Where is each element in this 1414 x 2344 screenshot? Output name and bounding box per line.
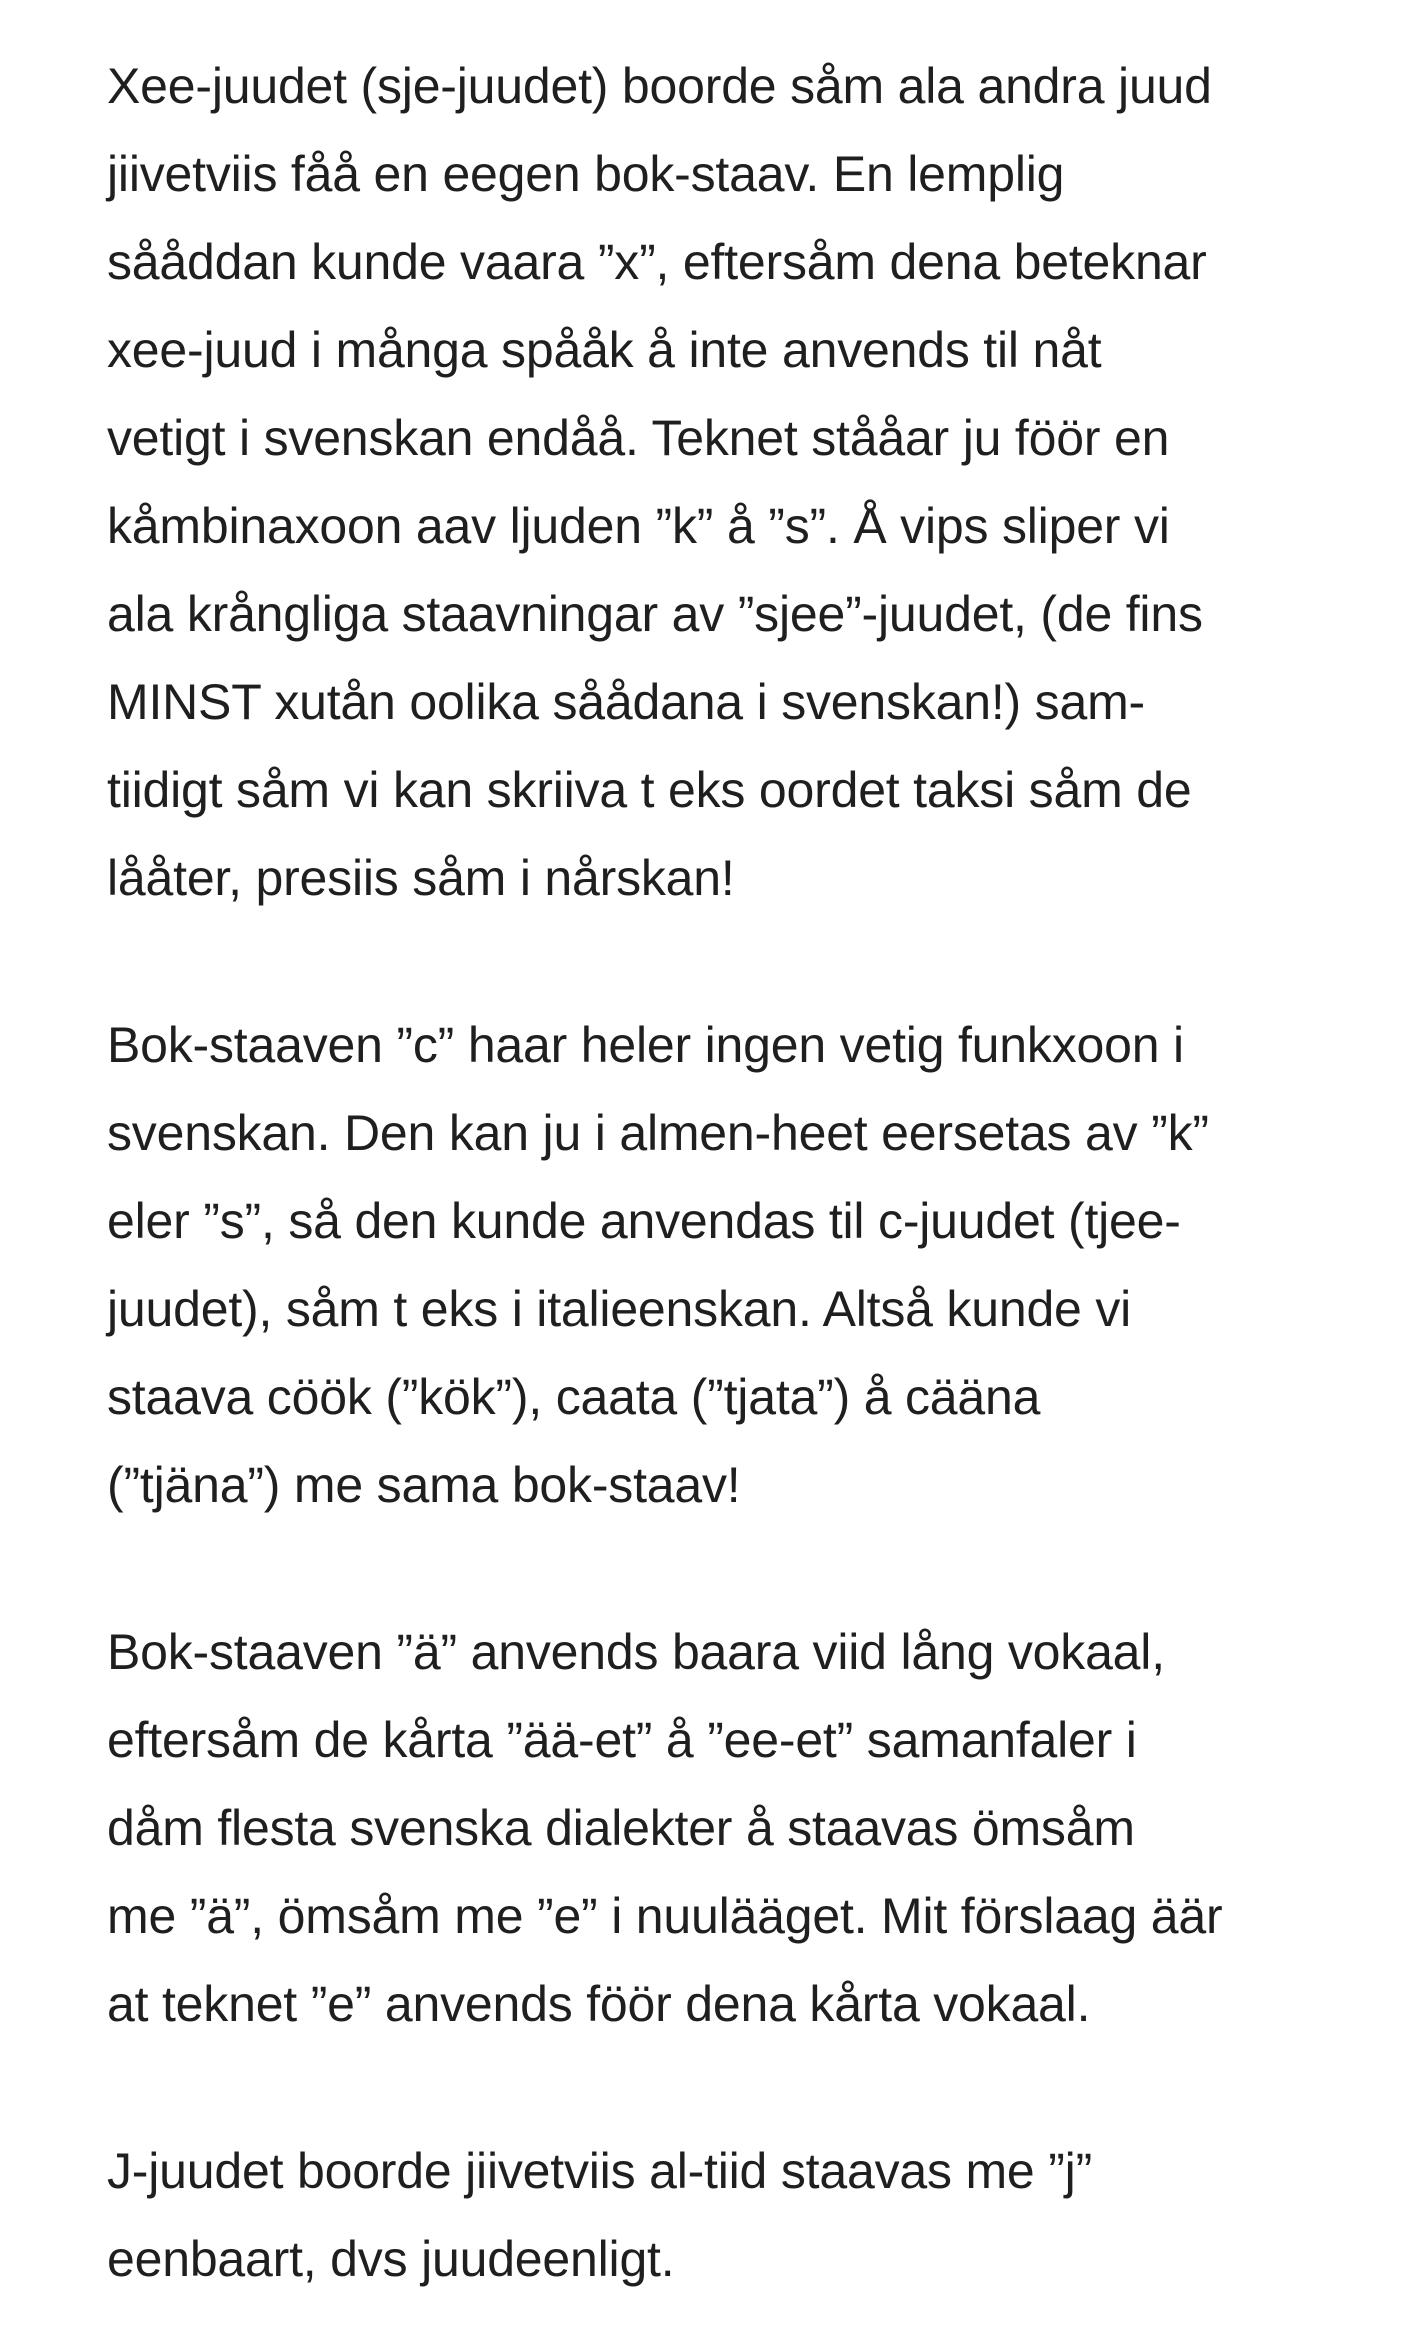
text-line: svenskan. Den kan ju i almen-heet eersetas av ”k” <box>107 1105 1209 1161</box>
text-line: eenbaart, dvs juudeenligt. <box>107 2231 675 2287</box>
text-line: (”tjäna”) me sama bok-staav! <box>107 1457 741 1513</box>
text-line: vetigt i svenskan endåå. Teknet stååar ju föör en <box>107 410 1170 466</box>
paragraph-x-sound <box>107 42 1347 922</box>
text-line: J-juudet boorde jiivetviis al-tiid staavas me ”j” <box>107 2143 1093 2199</box>
text-line: dåm flesta svenska dialekter å staavas ömsåm <box>107 1800 1135 1856</box>
paragraph-c-letter <box>107 1001 1347 1529</box>
text-line: juudet), såm t eks i italieenskan. Altså kunde vi <box>107 1281 1132 1337</box>
text-line: xee-juud i många spååk å inte anvends til nåt <box>107 322 1102 378</box>
paragraph-j-sound <box>107 2127 1347 2303</box>
text-line: tiidigt såm vi kan skriiva t eks oordet taksi såm de <box>107 762 1192 818</box>
article-body <box>107 42 1347 2303</box>
text-line: Bok-staaven ”ä” anvends baara viid lång vokaal, <box>107 1624 1165 1680</box>
text-line: eftersåm de kårta ”ää-et” å ”ee-et” samanfaler i <box>107 1712 1137 1768</box>
text-line: Xee-juudet (sje-juudet) boorde såm ala andra juud <box>107 58 1212 114</box>
text-line: at teknet ”e” anvends föör dena kårta vokaal. <box>107 1976 1091 2032</box>
text-line: kåmbinaxoon aav ljuden ”k” å ”s”. Å vips sliper vi <box>107 498 1170 554</box>
text-line: me ”ä”, ömsåm me ”e” i nuulääget. Mit förslaag äär <box>107 1888 1223 1944</box>
text-line: eler ”s”, så den kunde anvendas til c-juudet (tjee- <box>107 1193 1181 1249</box>
text-line: Bok-staaven ”c” haar heler ingen vetig funkxoon i <box>107 1017 1184 1073</box>
text-line: sååddan kunde vaara ”x”, eftersåm dena beteknar <box>107 234 1207 290</box>
text-line: MINST xutån oolika såådana i svenskan!) sam- <box>107 674 1145 730</box>
text-line: ala krångliga staavningar av ”sjee”-juudet, (de fins <box>107 586 1203 642</box>
text-line: jiivetviis fåå en eegen bok-staav. En lemplig <box>107 146 1065 202</box>
text-line: staava cöök (”kök”), caata (”tjata”) å cääna <box>107 1369 1041 1425</box>
paragraph-ae-letter <box>107 1608 1347 2048</box>
text-line: lååter, presiis såm i nårskan! <box>107 850 735 906</box>
